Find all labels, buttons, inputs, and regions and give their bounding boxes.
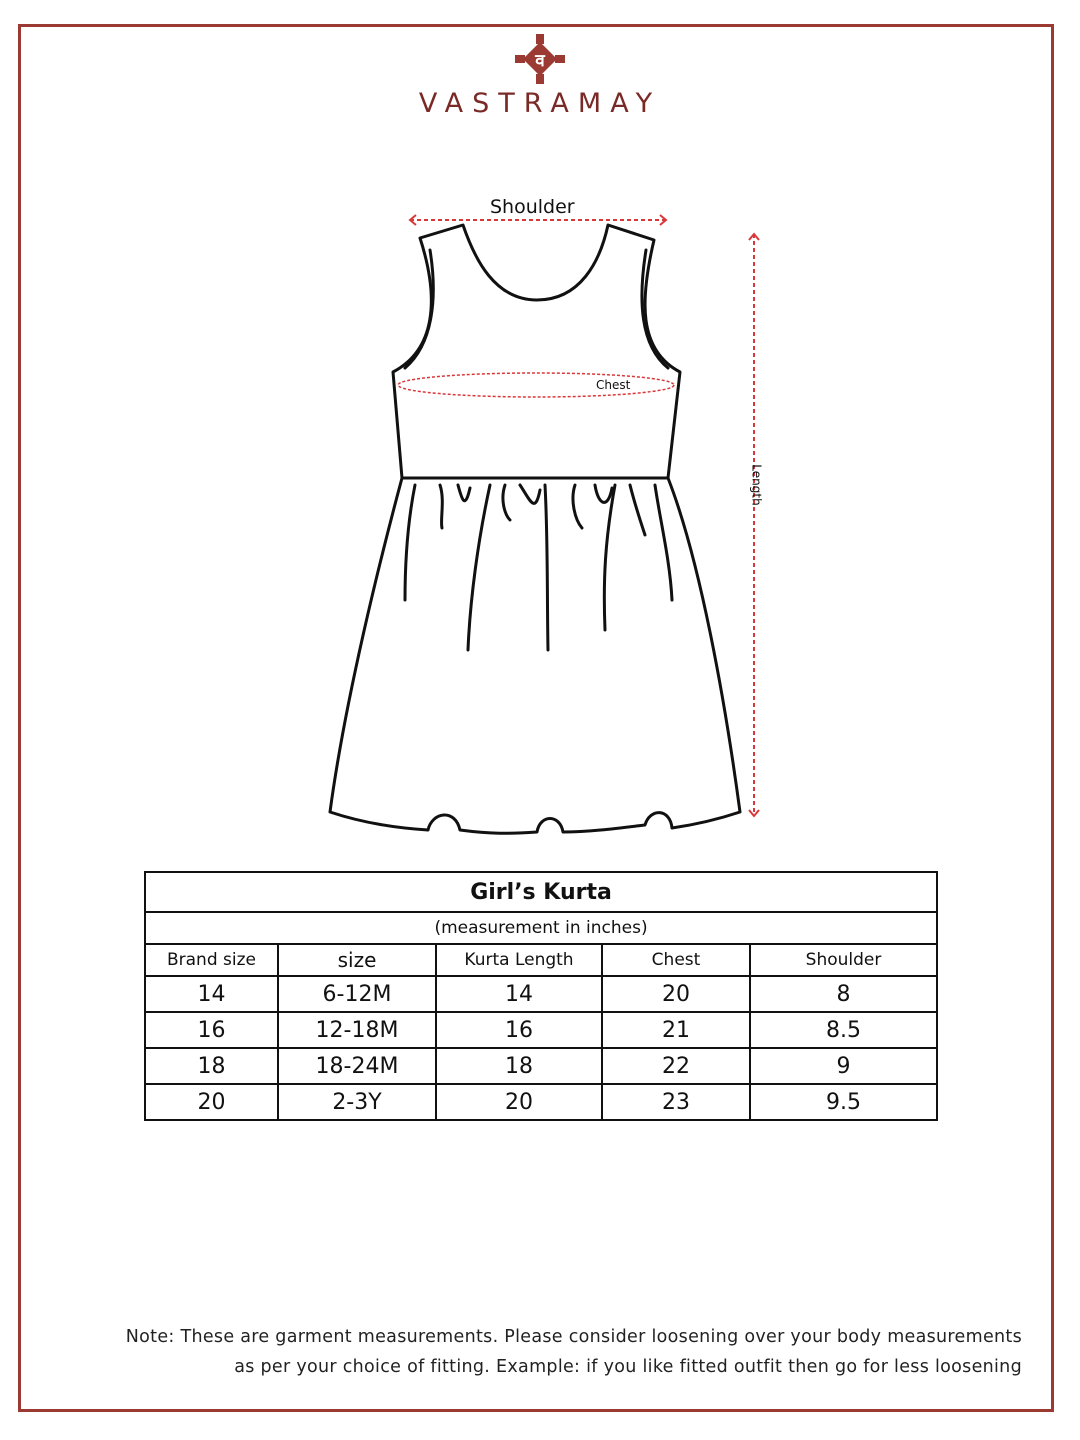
cell-kurta-length: 14 [436, 976, 602, 1012]
header-kurta-length: Kurta Length [436, 944, 602, 976]
table-subtitle: (measurement in inches) [145, 912, 937, 944]
fitting-note [54, 1322, 1022, 1382]
cell-shoulder: 8 [750, 976, 937, 1012]
cell-shoulder: 8.5 [750, 1012, 937, 1048]
cell-brand-size: 16 [145, 1012, 278, 1048]
size-chart-table [144, 871, 938, 1121]
cell-shoulder: 9.5 [750, 1084, 937, 1120]
cell-chest: 22 [602, 1048, 750, 1084]
cell-brand-size: 20 [145, 1084, 278, 1120]
table-row [145, 976, 937, 1012]
cell-shoulder: 9 [750, 1048, 937, 1084]
cell-size: 12-18M [278, 1012, 436, 1048]
brand-logo-icon [515, 34, 565, 84]
chest-label: Chest [596, 378, 631, 392]
header-size: size [278, 944, 436, 976]
header-chest: Chest [602, 944, 750, 976]
cell-kurta-length: 18 [436, 1048, 602, 1084]
note-line-2: as per your choice of fitting. Example: if you like fitted outfit then go for less loosening [234, 1357, 1022, 1377]
cell-brand-size: 18 [145, 1048, 278, 1084]
note-line-1: Note: These are garment measurements. Please consider loosening over your body measurements [125, 1327, 1022, 1347]
table-row [145, 1048, 937, 1084]
cell-chest: 23 [602, 1084, 750, 1120]
header-shoulder: Shoulder [750, 944, 937, 976]
kurta-diagram [300, 180, 800, 840]
table-header-row [145, 944, 937, 976]
shoulder-label: Shoulder [490, 196, 575, 218]
cell-chest: 20 [602, 976, 750, 1012]
cell-brand-size: 14 [145, 976, 278, 1012]
table-title: Girl’s Kurta [145, 872, 937, 912]
svg-text:व: व [535, 51, 545, 71]
cell-size: 2-3Y [278, 1084, 436, 1120]
cell-size: 6-12M [278, 976, 436, 1012]
cell-chest: 21 [602, 1012, 750, 1048]
cell-kurta-length: 16 [436, 1012, 602, 1048]
brand-name: VASTRAMAY [418, 88, 662, 119]
header-brand-size: Brand size [145, 944, 278, 976]
table-row [145, 1084, 937, 1120]
length-label: Length [749, 464, 764, 506]
table-row [145, 1012, 937, 1048]
cell-kurta-length: 20 [436, 1084, 602, 1120]
cell-size: 18-24M [278, 1048, 436, 1084]
